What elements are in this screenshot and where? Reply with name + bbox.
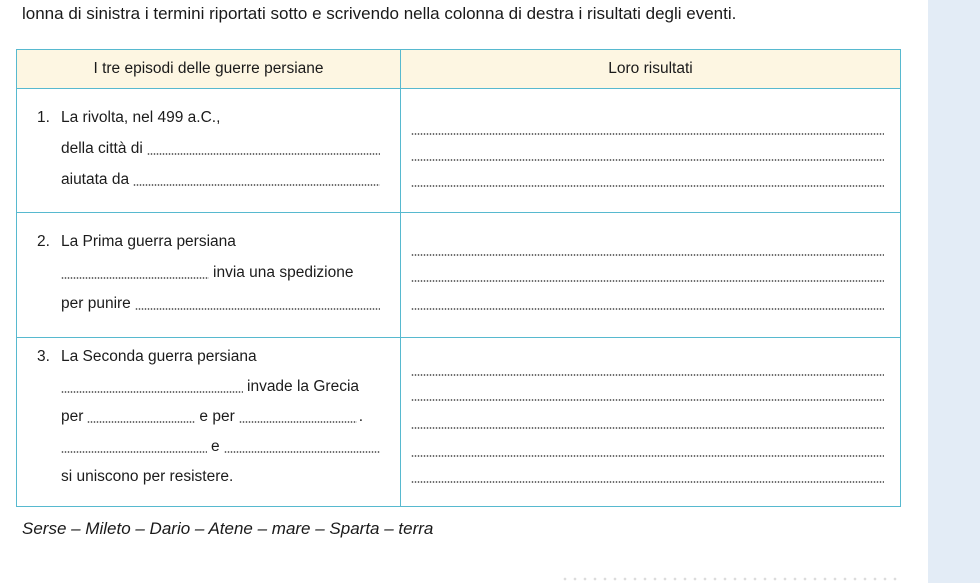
answer-line[interactable] (411, 373, 884, 377)
episode-number: 1. (37, 109, 50, 126)
header-episodes: I tre episodi delle guerre persiane (17, 50, 401, 89)
result-cell-2 (401, 213, 901, 338)
episode-number: 3. (37, 348, 50, 365)
blank-line[interactable] (135, 307, 380, 311)
answer-line[interactable] (411, 454, 884, 458)
answer-line[interactable] (411, 426, 884, 430)
episode-text: aiutata da (61, 171, 130, 188)
episode-cell-1 (17, 89, 401, 213)
blank-line[interactable] (61, 450, 207, 454)
table-row (17, 213, 901, 338)
episode-text: La rivolta, nel 499 a.C., (61, 109, 221, 126)
answer-line[interactable] (411, 307, 884, 311)
blank-line[interactable] (147, 152, 380, 156)
blank-line[interactable] (61, 276, 209, 280)
answer-line[interactable] (411, 253, 884, 257)
episode-text: La Prima guerra persiana (61, 233, 236, 250)
episode-number: 2. (37, 233, 50, 250)
table-row (17, 338, 901, 507)
side-panel (928, 0, 980, 583)
answer-line[interactable] (411, 398, 884, 402)
blank-line[interactable] (133, 183, 380, 187)
cropped-text-line (30, 0, 910, 3)
episode-text: e per (199, 408, 235, 425)
episode-text: per (61, 408, 84, 425)
blank-line[interactable] (224, 450, 380, 454)
period-mark: . (358, 408, 364, 425)
episode-text: della città di (61, 140, 143, 157)
result-cell-1 (401, 89, 901, 213)
table-row (17, 89, 901, 213)
blank-line[interactable] (239, 420, 357, 424)
answer-line[interactable] (411, 158, 884, 162)
episode-text: invia una spedizione (213, 264, 354, 281)
blank-line[interactable] (87, 420, 195, 424)
answer-line[interactable] (411, 184, 884, 188)
episode-cell-2 (17, 213, 401, 338)
episode-text: invade la Grecia (247, 378, 360, 395)
header-results: Loro risultati (401, 50, 901, 89)
episode-text: La Seconda guerra persiana (61, 348, 257, 365)
blank-line[interactable] (61, 390, 243, 394)
episode-cell-3 (17, 338, 401, 507)
result-cell-3 (401, 338, 901, 507)
answer-line[interactable] (411, 132, 884, 136)
answer-line[interactable] (411, 279, 884, 283)
word-bank: Serse – Mileto – Dario – Atene – mare – Sparta – terra (22, 519, 434, 538)
episode-text: e (211, 438, 220, 455)
cropped-text-line (560, 576, 900, 582)
exercise-table (16, 49, 901, 507)
episode-text: per punire (61, 295, 131, 312)
answer-line[interactable] (411, 480, 884, 484)
episode-text: si uniscono per resistere. (61, 468, 234, 485)
instruction-text: lonna di sinistra i termini riportati sotto e scrivendo nella colonna di destra i risultati degli eventi. (22, 4, 737, 23)
